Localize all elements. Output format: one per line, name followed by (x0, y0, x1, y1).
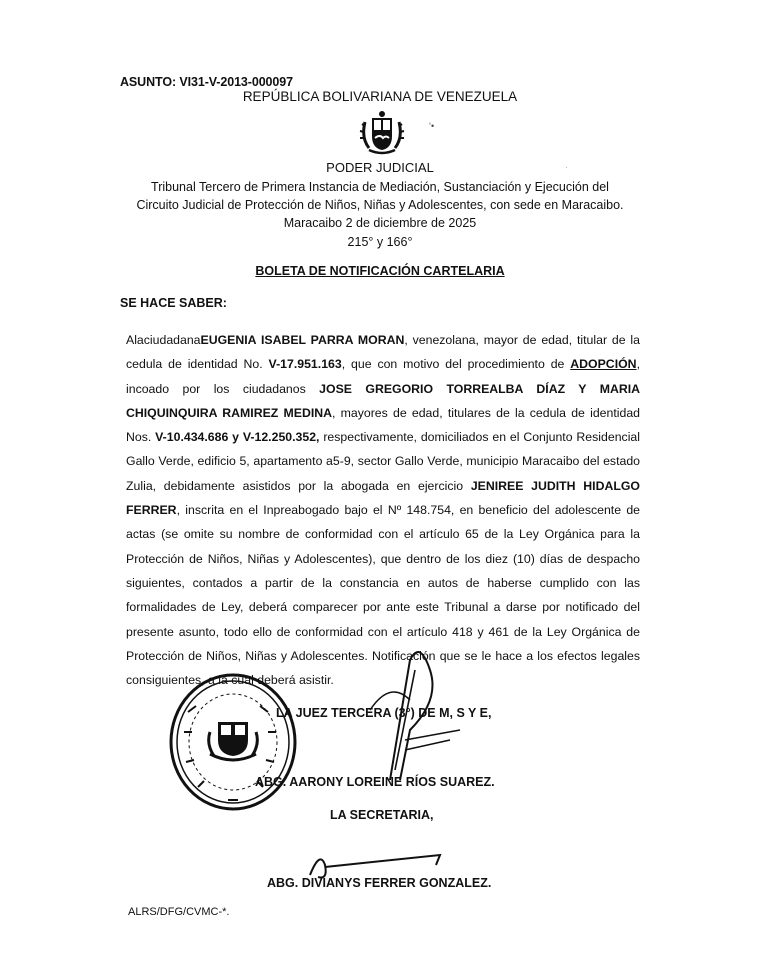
notification-body (126, 328, 640, 692)
secretary-title: LA SECRETARIA, (330, 808, 434, 822)
tribunal-line-1: Tribunal Tercero de Primera Instancia de Mediación, Sustanciación y Ejecución del (151, 180, 609, 194)
document-date: Maracaibo 2 de diciembre de 2025 (283, 216, 477, 230)
country-heading: REPÚBLICA BOLIVARIANA DE VENEZUELA (242, 89, 518, 104)
court-seal-stamp-icon (168, 672, 298, 812)
scan-mark: · (565, 162, 568, 172)
era-years: 215° y 166° (347, 235, 413, 249)
scan-mark: ʻ• (429, 121, 435, 131)
petitioners-names: JOSE GREGORIO TORREALBA DÍAZ Y MARIA CHIQUINQUIRA RAMIREZ MEDINA (126, 381, 640, 420)
body-text: , mayores de edad, titulares de la cedula de identidad Nos. (126, 405, 640, 445)
judge-title: LA JUEZ TERCERA (3°) DE M, S Y E, (276, 706, 492, 720)
case-number: ASUNTO: VI31-V-2013-000097 (120, 75, 293, 89)
document-initials: ALRS/DFG/CVMC-*. (128, 906, 230, 918)
coat-of-arms-venezuela-icon (357, 108, 407, 158)
notified-person-name: EUGENIA ISABEL PARRA MORAN (200, 333, 405, 347)
institution-heading: PODER JUDICIAL (326, 160, 434, 175)
body-text: Alaciudadana (126, 333, 201, 347)
body-text: , que con motivo del procedimiento de (341, 357, 571, 372)
body-text: , venezolana, mayor de edad, titular de la cedula de identidad No. (126, 333, 640, 372)
tribunal-line-2: Circuito Judicial de Protección de Niños, Niñas y Adolescentes, con sede en Maracaibo. (136, 198, 624, 212)
body-text: , incoado por los ciudadanos (126, 357, 640, 396)
attorney-name: JENIREE JUDITH HIDALGO FERRER (126, 478, 640, 518)
judge-name: ABG. AARONY LOREINE RÍOS SUAREZ. (255, 775, 495, 789)
petitioners-ids: V-10.434.686 y V-12.250.352, (155, 430, 320, 445)
body-text: , inscrita en el Inpreabogado bajo el Nº 148.754, en beneficio del adolescente de actas (se omite su nombre de conformidad con el artículo 65 de la Ley Orgánica para la Protección de Niños, Niñas y Adolescentes), que dentro de los diez (10) días de despacho siguientes, contados a partir de la constancia en autos de haberse cumplido con las formalidades de Ley, deberá comparecer por ante este Tribunal a darse por notificado del presente asunto, todo ello de conformidad con el artículo 418 y 461 de la Ley Orgánica de Protección de Niños, Niñas y Adolescentes. Notificación que se le hace a los efectos legales consiguientes, a la cual deberá asistir. (126, 503, 640, 688)
document-title: BOLETA DE NOTIFICACIÓN CARTELARIA (255, 264, 505, 278)
secretary-name: ABG. DIVIANYS FERRER GONZALEZ. (267, 876, 492, 890)
body-text: respectivamente, domiciliados en el Conjunto Residencial Gallo Verde, edificio 5, apartamento a5-9, sector Gallo Verde, municipio Maracaibo del estado Zulia, debidamente asistidos por la abogada en ejercicio (126, 430, 640, 493)
intro-heading: SE HACE SABER: (120, 296, 227, 310)
procedure-type: ADOPCIÓN (570, 357, 637, 372)
id-number: V-17.951.163 (268, 357, 342, 372)
tribunal-name (100, 178, 660, 214)
